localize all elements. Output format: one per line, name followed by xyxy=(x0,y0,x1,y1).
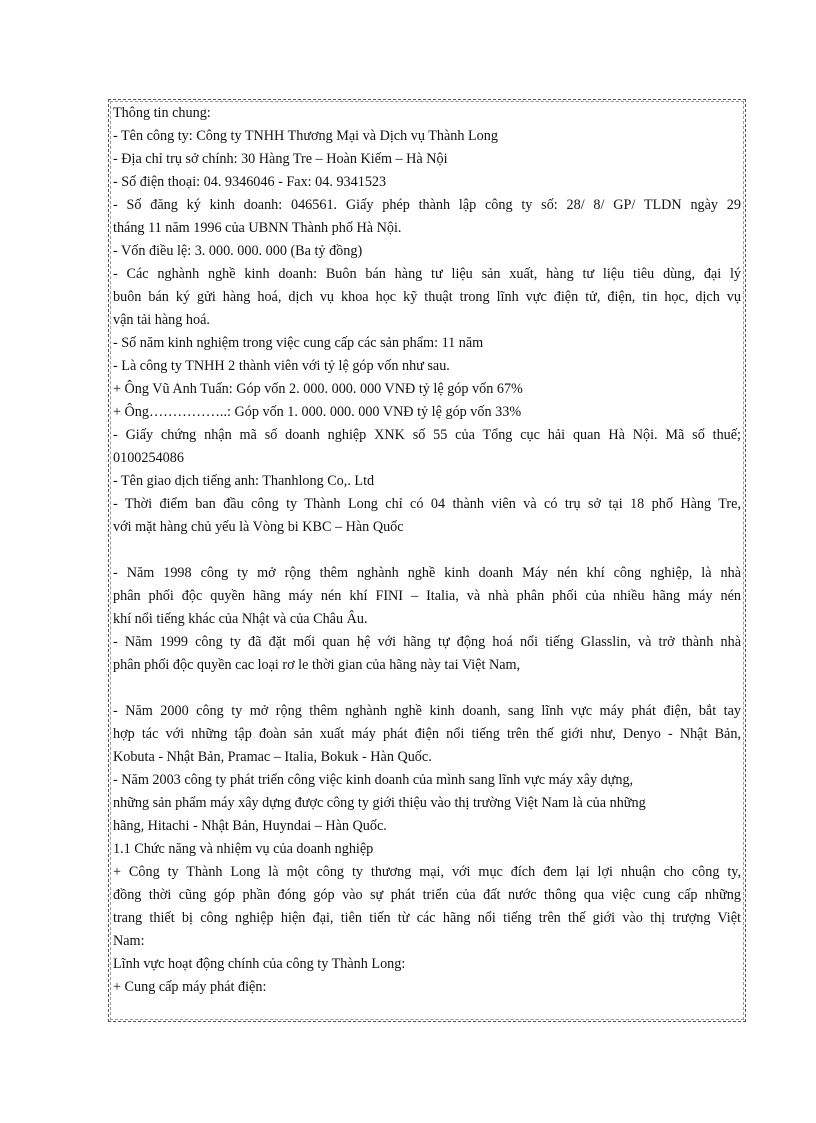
history-1998-line: - Năm 1998 công ty mở rộng thêm nghành nghề kinh doanh Máy nén khí công nghiệp, là nhà xyxy=(113,565,741,581)
history-start-line: - Thời điểm ban đầu công ty Thành Long chỉ có 04 thành viên và có trụ sở tại 18 phố Hàng Tre, xyxy=(113,496,741,512)
generator-supply-line: + Cung cấp máy phát điện: xyxy=(113,979,267,995)
history-1998-line-cont: phân phối độc quyền hãng máy nén khí FINI – Italia, và nhà phân phối của nhiều hãng máy nén xyxy=(113,588,741,604)
history-2000-line-end: Kobuta - Nhật Bản, Pramac – Italia, Bokuk - Hàn Quốc. xyxy=(113,749,432,765)
business-lines-line-cont: buôn bán ký gửi hàng hoá, dịch vụ khoa học kỹ thuật trong lĩnh vực điện tử, điện, tin học, dịch vụ xyxy=(113,289,741,305)
history-start-line-cont: với mặt hàng chủ yếu là Vòng bi KBC – Hàn Quốc xyxy=(113,519,404,535)
history-2000-line: - Năm 2000 công ty mở rộng thêm nghành nghề kinh doanh, sang lĩnh vực máy phát điện, bắt tay xyxy=(113,703,741,719)
experience-line: - Số năm kinh nghiệm trong việc cung cấp các sản phẩm: 11 năm xyxy=(113,335,484,351)
tax-code-line: 0100254086 xyxy=(113,450,184,466)
company-name-line: - Tên công ty: Công ty TNHH Thương Mại và Dịch vụ Thành Long xyxy=(113,128,498,144)
section-heading-functions: 1.1 Chức năng và nhiệm vụ của doanh nghiệp xyxy=(113,841,374,857)
charter-capital-line: - Vốn điều lệ: 3. 000. 000. 000 (Ba tỷ đồng) xyxy=(113,243,363,259)
member-2-line: + Ông……………..: Góp vốn 1. 000. 000. 000 VNĐ tỷ lệ góp vốn 33% xyxy=(113,404,522,420)
history-2003-line-cont: những sản phẩm máy xây dựng được công ty giới thiệu vào thị trường Việt Nam là của những xyxy=(113,795,646,811)
heading-general-info: Thông tin chung: xyxy=(113,105,211,121)
functions-line: + Công ty Thành Long là một công ty thương mại, với mục đích đem lại lợi nhuận cho công ty, xyxy=(113,864,741,880)
functions-line-cont: đồng thời cũng góp phần đóng góp vào sự phát triển của đất nước thông qua việc cung cấp những xyxy=(113,887,741,903)
history-2003-line: - Năm 2003 công ty phát triển công việc kinh doanh của mình sang lĩnh vực máy xây dựng, xyxy=(113,772,634,788)
main-activities-line: Lĩnh vực hoạt động chính của công ty Thành Long: xyxy=(113,956,406,972)
history-2003-line-end: hãng, Hitachi - Nhật Bản, Huyndai – Hàn Quốc. xyxy=(113,818,387,834)
history-2000-line-cont: hợp tác với những tập đoàn sản xuất máy phát điện nổi tiếng trên thế giới như, Denyo - Nhật Bản, xyxy=(113,726,741,742)
business-lines-line: - Các nghành nghề kinh doanh: Buôn bán hàng tư liệu sản xuất, hàng tư liệu tiêu dùng, đại lý xyxy=(113,266,741,282)
import-export-line: - Giấy chứng nhận mã số doanh nghiệp XNK số 55 của Tổng cục hải quan Hà Nội. Mã số thuế; xyxy=(113,427,741,443)
history-1999-line-cont: phân phối độc quyền cac loại rơ le thời gian của hãng này tai Việt Nam, xyxy=(113,657,521,673)
functions-line-end: Nam: xyxy=(113,933,145,949)
member-1-line: + Ông Vũ Anh Tuấn: Góp vốn 2. 000. 000. 000 VNĐ tỷ lệ góp vốn 67% xyxy=(113,381,523,397)
history-1999-line: - Năm 1999 công ty đã đặt mối quan hệ với hãng tự động hoá nổi tiếng Glasslin, và trở thành nhà xyxy=(113,634,741,650)
business-lines-line-end: vận tải hàng hoá. xyxy=(113,312,210,328)
functions-line-cont-2: trang thiết bị công nghiệp hiện đại, tiên tiến từ các hãng nổi tiếng trên thế giới vào thị trượng Việt xyxy=(113,910,741,926)
english-name-line: - Tên giao dịch tiếng anh: Thanhlong Co,. Ltd xyxy=(113,473,375,489)
phone-fax-line: - Số điện thoại: 04. 9346046 - Fax: 04. 9341523 xyxy=(113,174,387,190)
history-1998-line-end: khí nổi tiếng khác của Nhật và của Châu Âu. xyxy=(113,611,368,627)
business-registration-line-cont: tháng 11 năm 1996 của UBNN Thành phố Hà Nội. xyxy=(113,220,402,236)
members-line: - Là công ty TNHH 2 thành viên với tỷ lệ góp vốn như sau. xyxy=(113,358,450,374)
address-line: - Địa chỉ trụ sở chính: 30 Hàng Tre – Hoàn Kiếm – Hà Nội xyxy=(113,151,448,167)
business-registration-line: - Số đăng ký kinh doanh: 046561. Giấy phép thành lập công ty số: 28/ 8/ GP/ TLDN ngày 29 xyxy=(113,197,741,213)
